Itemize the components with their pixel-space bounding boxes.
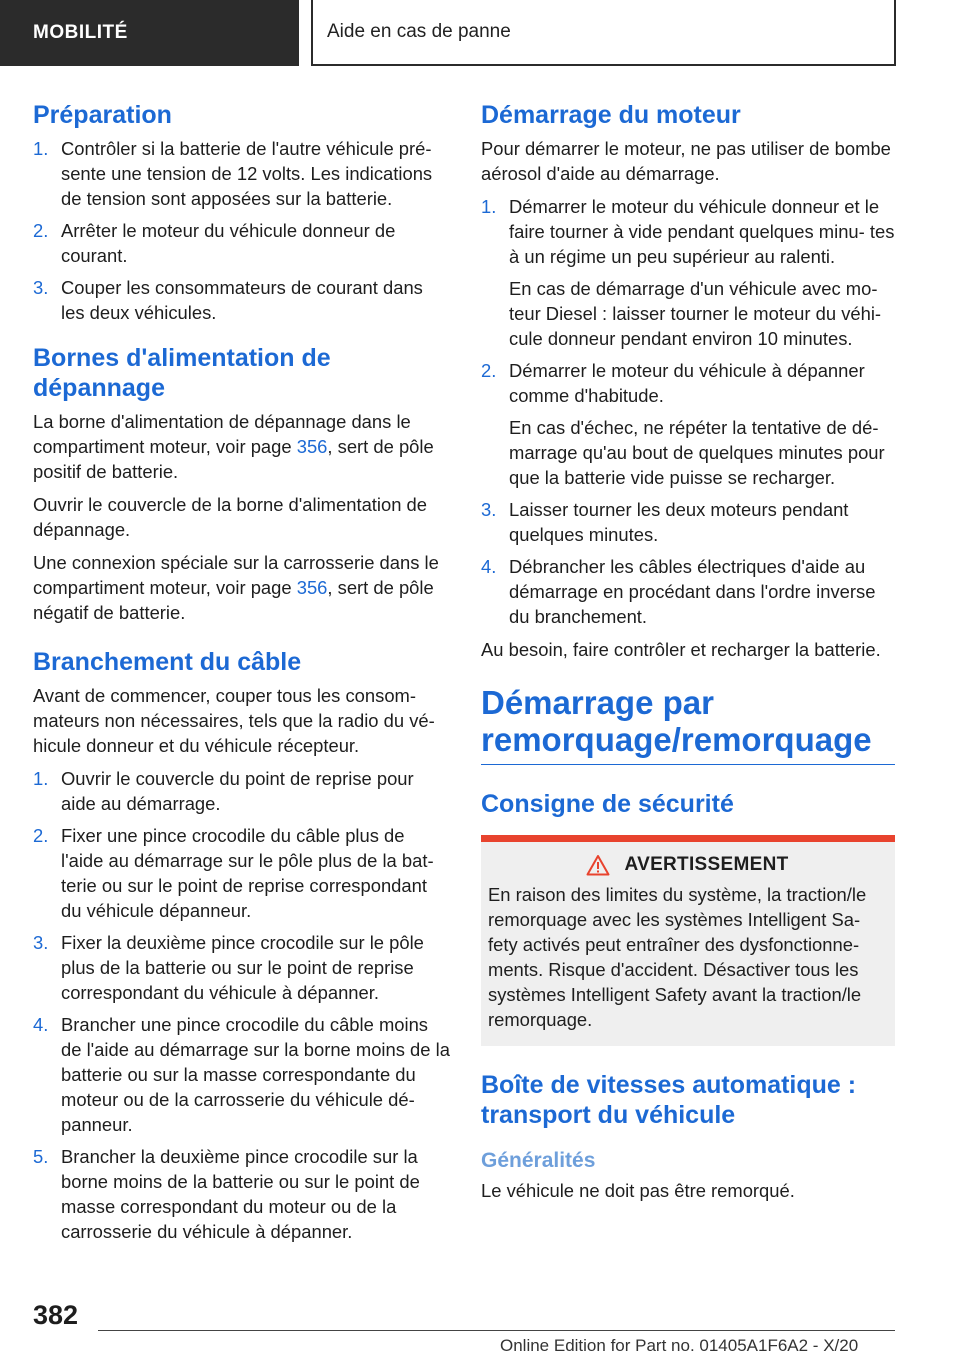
engine-start-intro: Pour démarrer le moteur, ne pas utiliser de bombe aérosol d'aide au démarrage.: [481, 138, 891, 184]
list-item: [481, 497, 895, 547]
warning-box: [481, 835, 895, 1046]
section-label: MOBILITÉ: [33, 22, 128, 43]
page-link-356[interactable]: 356: [296, 577, 328, 598]
item-text: Brancher une pince crocodile du câble moins de l'aide au démarrage sur la borne moins de la batterie ou sur la masse correspondante du moteur ou de la carrosserie du véhicule dé- panneur.: [61, 1014, 450, 1135]
general-text: Le véhicule ne doit pas être remorqué.: [481, 1180, 795, 1201]
text-fragment: , sert de pôle négatif de batterie.: [33, 577, 434, 623]
item-text: Fixer la deuxième pince crocodile sur le pôle plus de la batterie ou sur le point de reprise correspondant du véhicule à dépanner.: [61, 932, 424, 1003]
item-note: En cas de démarrage d'un véhicule avec mo- teur Diesel : laisser tourner le moteur du véhi- cule donneur pendant environ 10 minutes.: [509, 278, 882, 349]
list-item: [33, 218, 451, 268]
text-fragment: Une connexion spéciale sur la carrosserie dans le compartiment moteur, voir page: [33, 552, 439, 598]
list-item: [481, 194, 895, 351]
list-item: [33, 930, 451, 1005]
edition-text: Online Edition for Part no. 01405A1F6A2 - X/20: [500, 1336, 859, 1355]
item-text: Débrancher les câbles électriques d'aide au démarrage en procédant dans l'ordre inverse du branchement.: [509, 556, 876, 627]
list-item: [33, 275, 451, 325]
heading-towing: Démarrage par remorquage/remorquage: [481, 684, 895, 765]
item-text: Contrôler si la batterie de l'autre véhicule pré- sente une tension de 12 volts. Les indications de tension sont apposées sur la batterie.: [61, 138, 433, 209]
item-text: Démarrer le moteur du véhicule donneur et le faire tourner à vide pendant quelques minu- tes à un régime un peu supérieur au ralenti.: [509, 196, 895, 267]
item-number: 2.: [481, 360, 497, 381]
warning-text: En raison des limites du système, la traction/le remorquage avec les systèmes Intelligent Sa- fety activés peut entraîner des dysfonctionne- ments. Risque d'accident. Désactiver tous les systèmes Intelligent Safety avant la traction/le remorquage.: [488, 884, 867, 1030]
text-fragment: La borne d'alimentation de dépannage dans le compartiment moteur, voir page: [33, 411, 411, 457]
page-number: 382: [33, 1300, 79, 1330]
item-number: 4.: [33, 1014, 49, 1035]
item-number: 3.: [33, 932, 49, 953]
bornes-paragraph-1: [33, 409, 451, 484]
item-number: 1.: [33, 768, 49, 789]
left-column: [33, 100, 451, 1252]
heading-bornes: Bornes d'alimentation de dépannage: [33, 344, 331, 402]
preparation-list: [33, 136, 451, 325]
list-item: [33, 1144, 451, 1244]
heading-engine-start: Démarrage du moteur: [481, 101, 741, 129]
item-number: 2.: [33, 825, 49, 846]
item-text: Brancher la deuxième pince crocodile sur la borne moins de la batterie ou sur le point de masse correspondant du moteur ou de la carrosserie du véhicule à dépanner.: [61, 1146, 420, 1242]
item-number: 1.: [33, 138, 49, 159]
heading-preparation: Préparation: [33, 101, 172, 129]
section-tab: [0, 0, 299, 66]
heading-safety: Consigne de sécurité: [481, 790, 734, 818]
item-number: 5.: [33, 1146, 49, 1167]
heading-general: Généralités: [481, 1149, 596, 1172]
bornes-paragraph-3: [33, 550, 451, 625]
page-link-356[interactable]: 356: [296, 436, 328, 457]
chapter-header: [311, 0, 896, 66]
item-number: 3.: [481, 499, 497, 520]
item-number: 3.: [33, 277, 49, 298]
item-text: Laisser tourner les deux moteurs pendant quelques minutes.: [509, 499, 849, 545]
chapter-label: Aide en cas de panne: [327, 21, 511, 42]
heading-gearbox: Boîte de vitesses automatique : transport du véhicule: [481, 1071, 857, 1129]
list-item: [33, 1012, 451, 1137]
item-text: Démarrer le moteur du véhicule à dépanner comme d'habitude.: [509, 360, 865, 406]
warning-triangle-icon: [586, 854, 610, 876]
footer-divider: [98, 1330, 895, 1331]
item-note: En cas d'échec, ne répéter la tentative de dé- marrage qu'au bout de quelques minutes pour que la batterie vide puisse se recharger.: [509, 417, 885, 488]
list-item: [33, 766, 451, 816]
engine-start-outro: Au besoin, faire contrôler et recharger la batterie.: [481, 639, 881, 660]
item-number: 4.: [481, 556, 497, 577]
text-fragment: , sert de pôle positif de batterie.: [33, 436, 434, 482]
list-item: [33, 823, 451, 923]
cable-intro: Avant de commencer, couper tous les consom- mateurs non nécessaires, tels que la radio du vé- hicule donneur et du véhicule récepteur.: [33, 685, 435, 756]
item-text: Arrêter le moteur du véhicule donneur de courant.: [61, 220, 396, 266]
cable-list: [33, 766, 451, 1244]
list-item: [481, 358, 895, 490]
warning-label: AVERTISSEMENT: [624, 854, 789, 875]
list-item: [481, 554, 895, 629]
list-item: [33, 136, 451, 211]
item-number: 1.: [481, 196, 497, 217]
item-number: 2.: [33, 220, 49, 241]
engine-start-list: [481, 194, 895, 629]
right-column: [481, 100, 895, 1211]
bornes-paragraph-2: Ouvrir le couvercle de la borne d'alimentation de dépannage.: [33, 494, 428, 540]
heading-cable: Branchement du câble: [33, 648, 302, 676]
item-text: Ouvrir le couvercle du point de reprise pour aide au démarrage.: [61, 768, 414, 814]
item-text: Couper les consommateurs de courant dans les deux véhicules.: [61, 277, 423, 323]
item-text: Fixer une pince crocodile du câble plus de l'aide au démarrage sur le pôle plus de la bat- terie ou sur le point de reprise correspondant du véhicule dépanneur.: [61, 825, 434, 921]
warning-header: [488, 854, 887, 876]
